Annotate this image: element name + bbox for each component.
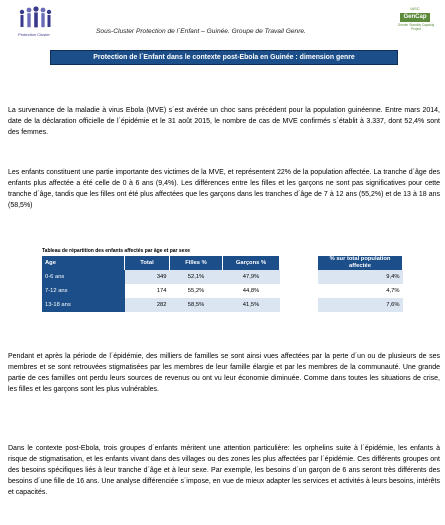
row-percentage: 9,4%	[318, 270, 403, 284]
distribution-table	[42, 256, 280, 312]
header-filles: Filles %	[170, 256, 223, 270]
table-header-row	[42, 256, 280, 270]
people-icon	[14, 6, 54, 32]
paragraph-children: Les enfants constituent une partie importante des victimes de la MVE, et représentent 22% de la population affectée. La tranche d´âge des enfants plus affectée a été celle de 0 à 6 ans (9,4%). Les différences entre les filles et les garçons ne sont pas significatives pour cette tranche d´âge, tandis que les filles ont été plus affectées que les garçons dans les tranches d´âge de 7 à 12 ans (55,2%) et de 13 à 18 ans (58,5%)	[8, 169, 440, 209]
table-row	[318, 270, 403, 284]
page-header	[0, 0, 445, 44]
protection-cluster-logo	[14, 6, 54, 40]
side-header-row	[318, 256, 403, 270]
row-garcons: 44,8%	[242, 288, 260, 294]
gencap-logo	[396, 6, 436, 36]
table-row	[42, 298, 280, 312]
row-filles: 55,2%	[187, 288, 205, 294]
row-total: 282	[125, 298, 170, 312]
row-garcons: 47,9%	[223, 270, 280, 284]
header-garcons: Garçons %	[223, 256, 280, 270]
row-garcons: 41,5%	[223, 298, 280, 312]
header-total: Total	[125, 256, 170, 270]
header-title: Sous-Cluster Protection de l´Enfant – Guinée. Groupe de Travail Genre.	[96, 28, 306, 35]
gencap-logo-sub: Gender Standby Capacity Project	[397, 23, 435, 31]
row-percentage: 7,6%	[318, 298, 403, 312]
row-age: 13-18 ans	[42, 298, 125, 312]
gencap-logo-top: IASC	[410, 6, 420, 11]
title-banner: Protection de l´Enfant dans le contexte post-Ebola en Guinée : dimension genre	[50, 50, 398, 65]
row-filles: 52,1%	[170, 270, 223, 284]
row-filles: 58,5%	[170, 298, 223, 312]
table-row	[42, 270, 280, 284]
row-total: 349	[125, 270, 170, 284]
row-percentage: 4,7%	[386, 288, 400, 294]
left-logo-text: Protection Cluster	[18, 32, 50, 37]
table-row	[318, 298, 403, 312]
row-total: 174	[156, 288, 167, 294]
table-row	[42, 284, 280, 298]
paragraph-families: Pendant et après la période de l´épidémie, des milliers de familles se sont ainsi vues affectées par la perte d´un ou de plusieurs de ses membres et se sont retrouvées stigmatisées par les membres de leur famille élargie et par les membres de la communauté. Une grande partie de ces familles ont perdu leurs sources de revenus ou ont vu leur économie diminuée. Comme dans toutes les situations de crise, les filles et les garçons sont les plus vulnérables.	[8, 353, 440, 393]
table-title: Tableau de répartition des enfants affectés par âge et par sexe	[42, 248, 191, 254]
header-age: Age	[42, 256, 125, 270]
row-age: 0-6 ans	[42, 270, 125, 284]
paragraph-post-ebola: Dans le contexte post-Ebola, trois groupes d´enfants méritent une attention particulière: les orphelins suite à l´épidémie, les enfants à risque de stigmatisation, et les enfants vivant dans des villages ou des zones les plus affectées par l´épidémie. Ces différents groupes ont des besoins spécifiques liés à leur tranche d´âge et à leur sexe. Par exemple, les besoins d´un garçon de 6 ans seront très différents des besoins d´une fille de 16 ans. Une analyse différenciée s´impose, en vue de mieux adapter les services et activités à leurs besoins, intérêts et capacités.	[8, 445, 440, 496]
header-population-affected: % sur total population affectée	[318, 256, 403, 270]
paragraph-intro: La survenance de la maladie à virus Ebola (MVE) s´est avérée un choc sans précédent pour la population guinéenne. Entre mars 2014, date de la déclaration officielle de l´épidémie et le 31 août 2015, le nombre de cas de MVE confirmés s´établit à 3.337, dont 52,4% sont des femmes.	[8, 107, 440, 136]
row-age: 7-12 ans	[42, 284, 125, 298]
table-row	[318, 284, 403, 298]
gencap-logo-name: GenCap	[400, 13, 430, 22]
affected-percentage-table	[318, 256, 403, 312]
